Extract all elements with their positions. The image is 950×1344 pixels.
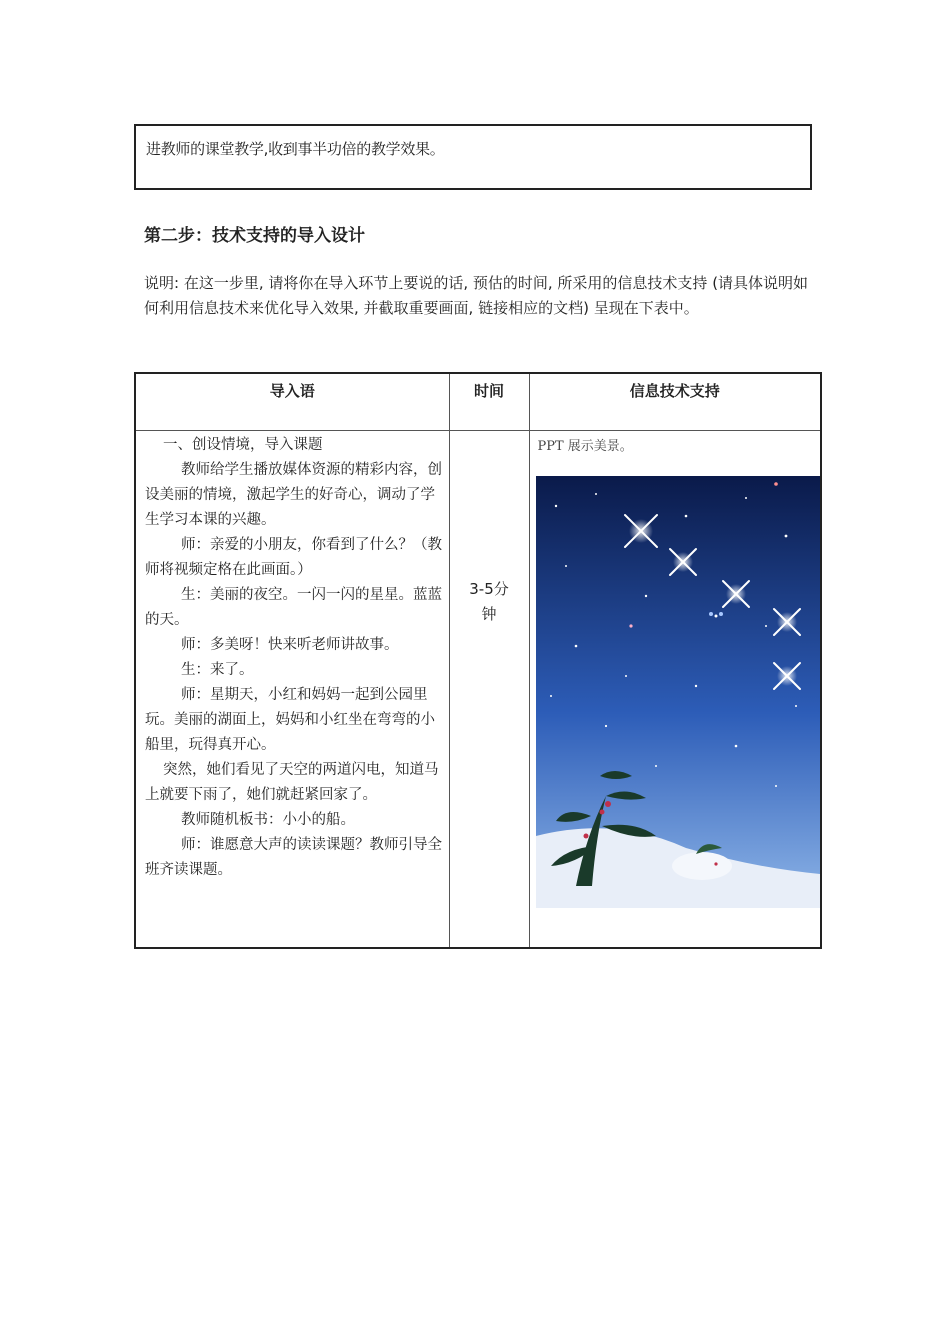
header-time: 时间 [449, 373, 529, 431]
time-value: 3-5分钟 [469, 580, 509, 623]
table-header-row [135, 373, 821, 431]
lesson-line: 生：来了。 [181, 662, 254, 678]
lesson-line: 师：亲爱的小朋友，你看到了什么？（教师将视频定格在此画面。） [145, 537, 442, 578]
lesson-line: 突然，她们看见了天空的两道闪电，知道马上就要下雨了，她们就赶紧回家了。 [145, 762, 439, 803]
step-heading: 第二步：技术支持的导入设计 [144, 226, 365, 246]
lesson-line: 师：多美呀！快来听老师讲故事。 [181, 637, 399, 653]
lesson-line: 师：谁愿意大声的读读课题？教师引导全班齐读课题。 [145, 837, 442, 878]
description-text: 说明: 在这一步里, 请将你在导入环节上要说的话, 预估的时间, 所采用的信息技术支持 (请具体说明如何利用信息技术来优化导入效果, 并截取重要画面, 链接相应的文档) 呈现在下表中。 [144, 274, 809, 317]
tech-support-text: PPT 展示美景。 [537, 439, 633, 454]
header-intro-words: 导入语 [135, 373, 449, 431]
intro-words-cell [135, 431, 449, 949]
lesson-line: 教师给学生播放媒体资源的精彩内容，创设美丽的情境，激起学生的好奇心，调动了学生学习本课的兴趣。 [145, 462, 442, 528]
lesson-line: 教师随机板书：小小的船。 [181, 812, 355, 828]
lesson-line: 一、创设情境，导入课题 [163, 437, 323, 453]
header-tech-support: 信息技术支持 [529, 373, 821, 431]
lesson-line: 师：星期天，小红和妈妈一起到公园里玩。美丽的湖面上，妈妈和小红坐在弯弯的小船里，玩得真开心。 [145, 687, 435, 753]
previous-content-text: 进教师的课堂教学,收到事半功倍的教学效果。 [146, 140, 445, 158]
previous-content-box [134, 124, 812, 190]
time-cell [449, 431, 529, 949]
lesson-line: 生：美丽的夜空。一闪一闪的星星。蓝蓝的天。 [145, 587, 442, 628]
night-sky-illustration [536, 476, 820, 908]
